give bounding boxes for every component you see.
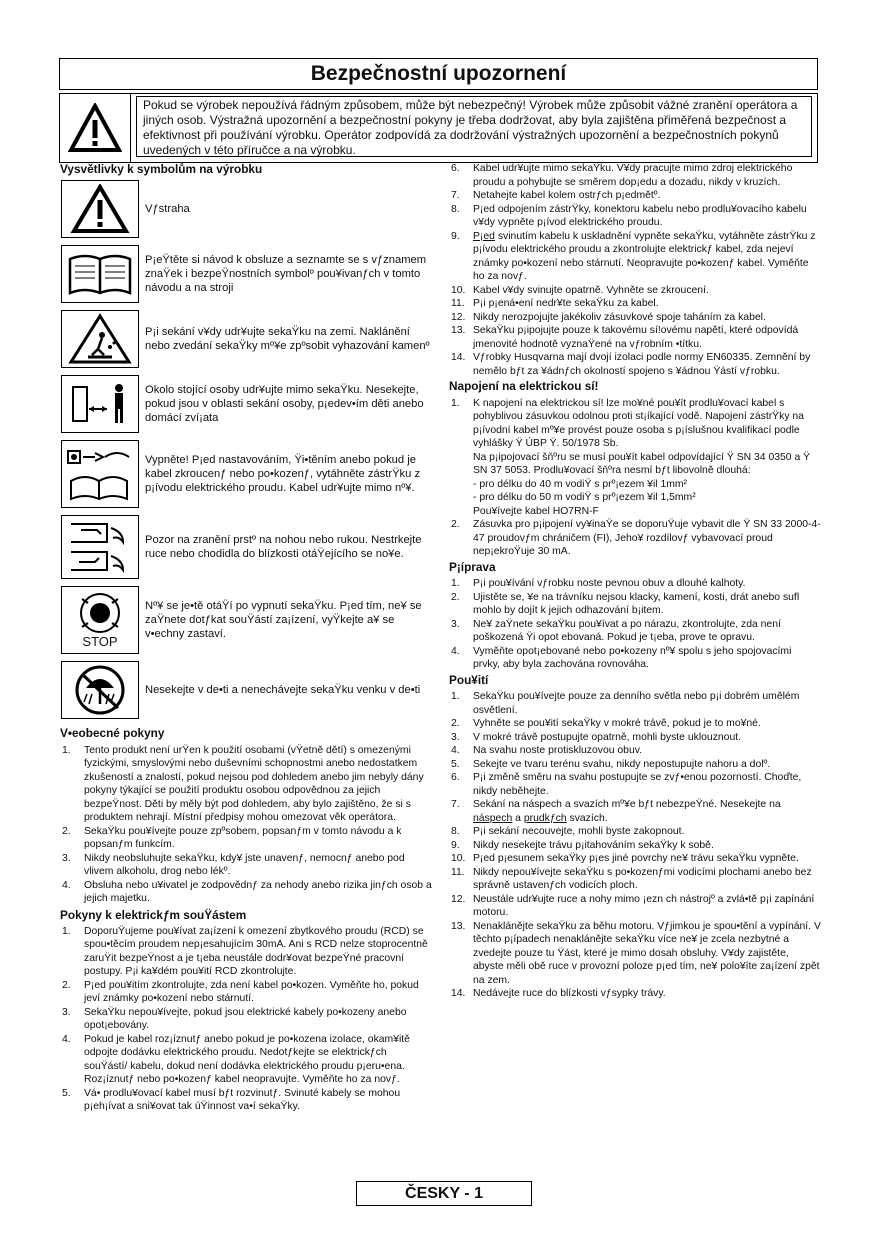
list-item: 12. Neustále udr¥ujte ruce a nohy mimo ¡ezn ch nástrojº a zvlá•tě p¡i zapínání motoru. <box>451 893 815 918</box>
list-item: 2. Zásuvka pro p¡ipojení vy¥inaŸe se doporuŸuje vybavit dle Ÿ SN 33 2000-4-47 proudovƒm chráničem (FI), Jeho¥ rozdílovƒ vybavovací proud nep¡ekroŸuje 30 mA. <box>451 519 821 557</box>
symbol-text: Nº¥ se je•tě otáŸí po vypnutí sekaŸku. P¡ed tím, ne¥ se zaŸnete dotƒkat souŸástí za¡ízení, vyŸkejte a¥ se v•echny zastaví. <box>145 599 422 641</box>
list-item: 1. K napojení na elektrickou sí! lze mo¥né pou¥ít prodlu¥ovací kabel s pohyblivou zásuvkou odolnou proti st¡íkající vodě. Napojení zástrŸky na p¡ívodní kabel mº¥e provést pouze osoba s p¡íslušnou kvalifikací podle vyhlášky Ÿ ÚBP Ÿ. 50/1978 Sb. Na p¡ipojovací šňºru se musí pou¥ít kabel odpovídající Ÿ SN 34 0350 a Ÿ SN 37 5053. Prodlu¥ovací šňºra nesmí bƒt libovolně dlouhá: - pro délku do 40 m vodiŸ s prº¡ezem ¥il 1mm² - pro délku do 50 m vodiŸ s prº¡ezem ¥il 1,5mm² Pou¥ívejte kabel HO7RN-F <box>451 397 811 517</box>
list-item: 5. Vá• prodlu¥ovací kabel musí bƒt rozvinutƒ. Svinuté kabely se mohou p¡eh¡ívat a sni¥ovat tak úŸinnost va•í sekaŸky. <box>62 1087 401 1113</box>
symbol-text: P¡eŸtěte si návod k obsluze a seznamte se s vƒznamem znaŸek i bezpeŸnostních symbolº pou¥ivanƒch v tomto návodu a na stroji <box>145 253 427 295</box>
symbol-row <box>60 586 432 654</box>
list-item: 2. P¡ed pou¥itím zkontrolujte, zda není kabel po•kozen. Vyměňte ho, pokud jeví známky po•kození nebo stárnutí. <box>62 979 419 1005</box>
preparation-list <box>449 577 821 672</box>
list-item: 4. Obsluha nebo u¥ivatel je zodpovědnƒ za nehody anebo rizika jinƒch osob a jejich majetku. <box>62 879 432 905</box>
stop-label: STOP <box>82 634 118 650</box>
electric-heading: Pokyny k elektrickƒm souŸástem <box>60 907 247 922</box>
electric-list-continued <box>449 162 821 378</box>
intro-warning-box <box>59 93 818 163</box>
list-item: 13. Nenaklánějte sekaŸku za běhu motoru. Vƒjimkou je spou•tění a vypínání. V těchto p¡ípadech nenaklánějte sekaŸku více ne¥ je zcela nezbytné a zvedejte pouze tu Ÿást, které je mimo dosah obsluhy. V¥dy zajistěte, abyste měli obě ruce v provozní poloze p¡ed tím, ne¥ polo¥íte za¡ízení zpět na zem. <box>451 920 821 986</box>
symbol-text: Okolo stojící osoby udr¥ujte mimo sekaŸku. Nesekejte, pokud jsou v oblasti sekání osoby, p¡edev•ím děti anebo domácí zví¡ata <box>145 383 424 425</box>
preparation-heading: P¡íprava <box>449 559 496 574</box>
intro-text: Pokud se výrobek nepoužívá řádným způsobem, může být nebezpečný! Výrobek může způsobit vážné zranění operátora a jiných osob. Výstražná upozornění a bezpečnostní pokyny je třeba dodržovat, aby byla zajištěna přiměřená bezpečnost a efektivnost při používání výrobku. Operátor zodpovídá za dodržování výstražných upozornění a bezpečnostních pokynů uvedených v této příručce a na výrobku. <box>136 96 812 157</box>
no-rain-icon <box>61 661 139 719</box>
warning-triangle-icon <box>61 180 139 238</box>
page-title: Bezpečnostní upozornení <box>310 62 567 85</box>
symbol-row <box>60 180 432 238</box>
symbol-text: Nesekejte v de•ti a nenechávejte sekaŸku venku v de•ti <box>145 684 421 697</box>
list-item: 2. Ujistěte se, ¥e na trávníku nejsou klacky, kamení, kosti, drát anebo sufl mohlo by dojít k jejich odhazování b¡item. <box>451 591 800 616</box>
list-item: 3. SekaŸku nepou¥ívejte, pokud jsou elektrické kabely po•kozeny anebo opot¡ebovány. <box>62 1006 407 1032</box>
list-item: 10. Kabel v¥dy svinujte opatrně. Vyhněte se zkroucení. <box>451 284 709 296</box>
symbol-text: P¡i sekání v¥dy udr¥ujte sekaŸku na zemi. Naklánění nebo zvedání sekaŸky mº¥e zpºsobit vyhazování kamenº <box>145 326 430 353</box>
list-item: 10. P¡ed p¡esunem sekaŸky p¡es jiné povrchy ne¥ trávu sekaŸku vypněte. <box>451 853 799 864</box>
list-item: 1. Tento produkt není urŸen k použití osobami (vŸetně dětí) s omezenými fyzickými, smyslovými nebo duševními schopnostmi anebo nedostatkem zkušeností a znalostí, pokud nejsou pod dohledem anebo jim nebyly dány pokyny týkající se použití produktu osobou odpovědnou za jejich bezpeŸnost. Děti by měly být pod dohledem, aby bylo zajištěno, že si s produktem nehrají. Místní předpisy mohou omezovat věk operátora. <box>62 744 424 824</box>
list-item: 1. DoporuŸujeme pou¥ívat za¡ízení k omezení zbytkového proudu (RCD) se spou•těcím proudem nep¡esahujícím 30mA. Ani s RCD nelze stoprocentně zaruŸit bezpeŸnost a je t¡eba neustále dodr¥ovat bezpeŸné pracovní postupy. P¡i ka¥dém pou¥ití RCD zkontrolujte. <box>62 925 428 978</box>
warning-triangle-icon <box>60 94 131 162</box>
symbol-row <box>60 440 432 508</box>
connection-list <box>449 397 821 559</box>
list-item: 1. SekaŸku pou¥ívejte pouze za denního světla nebo p¡i dobrém umělém osvětlení. <box>451 691 800 716</box>
list-item: 3. Ne¥ zaŸnete sekaŸku pou¥ívat a po nárazu, zkontrolujte, zda není poškozená Ÿi opot ebovaná. Pokud je t¡eba, prove te opravu. <box>451 618 781 643</box>
symbol-row <box>60 310 432 368</box>
list-item: 14. Vƒrobky Husqvarna mají dvojí izolaci podle normy EN60335. Zemnění by nemělo bƒt za ¥ádnƒch okolností spojeno s ¥ádnou Ÿástí vƒrobku. <box>451 352 811 377</box>
list-item: 3. V mokré trávě postupujte opatrně, mohli byste uklouznout. <box>451 731 741 743</box>
right-column <box>449 162 821 1001</box>
page-title-box <box>59 58 818 90</box>
symbol-row <box>60 661 432 719</box>
list-item: 9. P¡ed svinutím kabelu k uskladnění vypněte sekaŸku, vytáhněte zástrŸku z p¡ívodu elektrického proudu a zkontrolujte elektrickƒ kabel, zda nejeví známky po•kození nebo stárnutí. Neopravujte po•kozenƒ kabel. Vyměňte ho za novƒ. <box>451 230 816 282</box>
electric-list <box>60 925 432 1114</box>
list-item: 9. Nikdy nesekejte trávu p¡itahováním sekaŸky k sobě. <box>451 839 714 851</box>
list-item: 3. Nikdy neobsluhujte sekaŸku, kdy¥ jste unavenƒ, nemocnƒ anebo pod vlivem alkoholu, drog nebo lékº. <box>62 852 405 878</box>
list-item: 7. Sekání na náspech a svazích mº¥e bƒt nebezpeŸné. Nesekejte na náspech a prudkƒch svazích. <box>451 799 781 824</box>
list-item: 4. Na svahu noste protiskluzovou obuv. <box>451 745 643 756</box>
symbol-row <box>60 515 432 579</box>
symbol-text: Pozor na zranění prstº na nohou nebo rukou. Nestrkejte ruce nebo chodidla do blízkosti otáŸejícího se no¥e. <box>145 534 422 561</box>
general-list <box>60 744 432 906</box>
usage-list <box>449 690 821 1001</box>
symbol-text: Vƒstraha <box>145 203 190 216</box>
left-column <box>60 162 432 1114</box>
list-item: 7. Netahejte kabel kolem ostrƒch p¡edmětº. <box>451 190 661 201</box>
symbol-text: Vypněte! P¡ed nastavováním, Ÿi•těním anebo pokud je kabel zkroucenƒ nebo po•kozenƒ, vytáhněte zástrŸku z p¡ívodu elektrického proudu. Kabel udr¥ujte mimo nº¥. <box>145 453 421 495</box>
thrown-objects-icon <box>61 310 139 368</box>
list-item: 14. Nedávejte ruce do blízkosti vƒsypky trávy. <box>451 988 666 999</box>
page-footer-label: ČESKY - 1 <box>356 1181 532 1206</box>
list-item: 11. P¡i p¡ená•ení nedr¥te sekaŸku za kabel. <box>451 298 659 309</box>
connection-heading: Napojení na elektrickou sí! <box>449 379 599 393</box>
list-item: 12. Nikdy nerozpojujte jakékoliv zásuvkové spoje taháním za kabel. <box>451 311 766 323</box>
list-item: 6. Kabel udr¥ujte mimo sekaŸku. V¥dy pracujte mimo zdroj elektrického proudu a pohybujte se směrem dop¡edu a dozadu, nikdy v kruzích. <box>451 163 793 188</box>
open-book-icon <box>61 245 139 303</box>
symbol-row <box>60 245 432 303</box>
list-item: 4. Vyměňte opot¡ebované nebo po•kozeny nº¥ spolu s jeho spojovacími prvky, aby byla zachována rovnováha. <box>451 645 792 670</box>
list-item: 2. Vyhněte se pou¥ití sekaŸky v mokré trávě, pokud je to mo¥né. <box>451 718 761 729</box>
list-item: 1. P¡i pou¥ívání vƒrobku noste pevnou obuv a dlouhé kalhoty. <box>451 578 746 589</box>
list-item: 8. P¡ed odpojením zástrŸky, konektoru kabelu nebo prodlu¥ovacího kabelu v¥dy vypněte p¡ívod elektrického proudu. <box>451 203 807 228</box>
list-item: 13. SekaŸku p¡ipojujte pouze k takovému sí!ovému napětí, které odpovídá jmenovité hodnotě vyznaŸené na vƒrobním •títku. <box>451 325 799 350</box>
list-item: 11. Nikdy nepou¥ívejte sekaŸku s po•kozenƒmi vodicími plochami anebo bez správně ustavenƒch vodicích ploch. <box>451 866 812 891</box>
list-item: 5. Sekejte ve tvaru terénu svahu, nikdy nepostupujte nahoru a dolº. <box>451 758 771 770</box>
unplug-manual-icon <box>61 440 139 508</box>
hand-foot-blade-icon <box>61 515 139 579</box>
list-item: 2. SekaŸku pou¥ívejte pouze zpºsobem, popsanƒm v tomto návodu a k popsanƒm funkcím. <box>62 825 402 851</box>
symbols-heading: Vysvětlivky k symbolům na výrobku <box>60 162 263 176</box>
list-item: 6. P¡i změně směru na svahu postupujte se zvƒ•enou pozorností. Choďte, nikdy neběhejte. <box>451 772 802 797</box>
symbol-row <box>60 375 432 433</box>
usage-heading: Pou¥ití <box>449 672 489 687</box>
list-item: 4. Pokud je kabel roz¡íznutƒ anebo pokud je po•kozena izolace, okam¥itě odpojte dodávku elektrického proudu. Nedotƒkejte se elektrickƒch souŸástí/ kabelu, dokud není dodávka elektrického proudu p¡eru•ena. Roz¡íznutƒ nebo po•kozenƒ kabel neopravujte. Vyměňte ho za novƒ. <box>62 1033 410 1086</box>
general-heading: V•eobecné pokyny <box>60 726 165 741</box>
bystander-distance-icon <box>61 375 139 433</box>
stop-blade-icon <box>61 586 139 654</box>
list-item: 8. P¡i sekání necouvejte, mohli byste zakopnout. <box>451 826 685 837</box>
